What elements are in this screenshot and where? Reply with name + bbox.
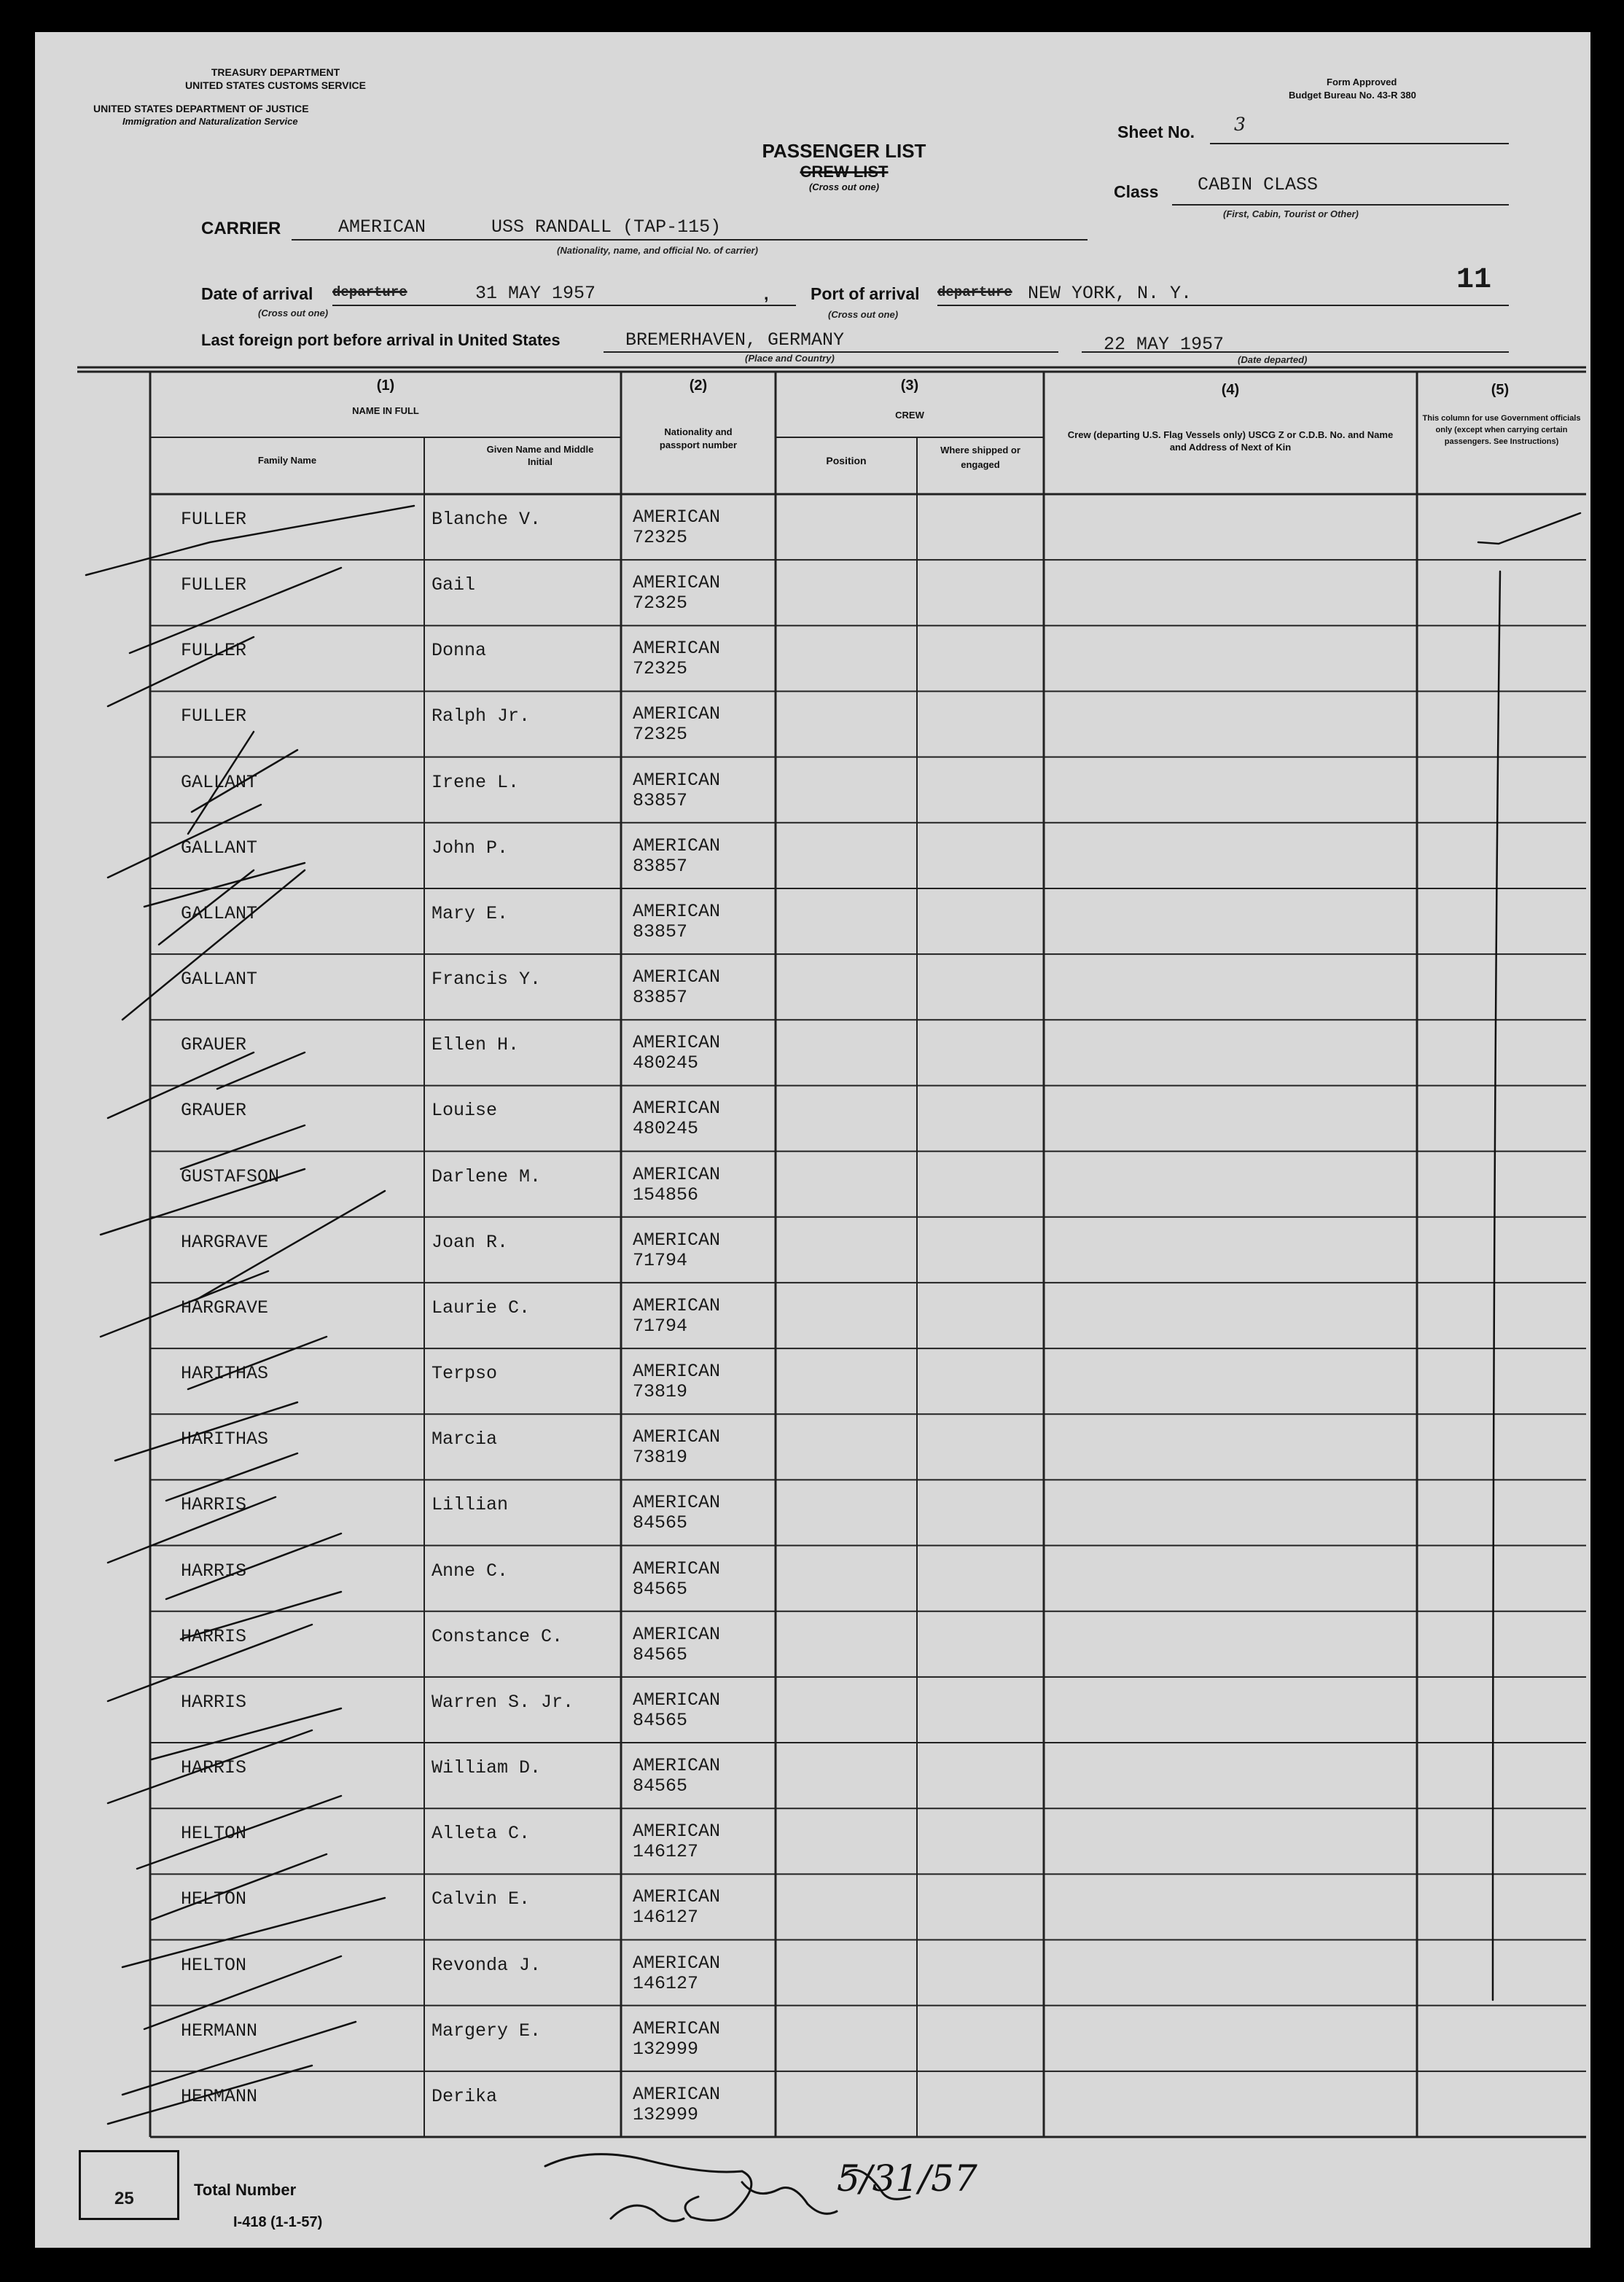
family-name-cell: HARITHAS [181, 1363, 269, 1385]
family-name-cell: HARRIS [181, 1691, 247, 1713]
passport-number-cell: 83857 [633, 987, 688, 1009]
given-name-cell: Ralph Jr. [432, 706, 531, 727]
nationality-cell: AMERICAN [633, 2083, 721, 2105]
given-name-cell: Constance C. [432, 1625, 563, 1647]
table-row [35, 2006, 1590, 2071]
family-name-cell: HARRIS [181, 1625, 247, 1647]
col4-number: (4) [1221, 382, 1240, 398]
agency-line-4: Immigration and Naturalization Service [122, 116, 298, 127]
given-name-cell: William D. [432, 1757, 542, 1779]
nationality-cell: AMERICAN [633, 1098, 721, 1119]
given-name-cell: Louise [432, 1100, 498, 1122]
family-name-cell: GUSTAFSON [181, 1165, 280, 1187]
table-row [35, 757, 1590, 823]
table-row [35, 1546, 1590, 1611]
nationality-cell: AMERICAN [633, 1426, 721, 1448]
table-row [35, 823, 1590, 888]
col2-number: (2) [689, 378, 708, 394]
given-name-cell: Derika [432, 2085, 498, 2107]
given-name-cell: Marcia [432, 1429, 498, 1450]
table-row [35, 2071, 1590, 2137]
family-name-cell: HARITHAS [181, 1429, 269, 1450]
last-port-caption: (Place and Country) [745, 353, 835, 364]
passport-number-cell: 83857 [633, 855, 688, 877]
port-of-arrival-value: NEW YORK, N. Y. [1028, 283, 1192, 304]
family-name-cell: GALLANT [181, 771, 258, 793]
carrier-value: AMERICAN USS RANDALL (TAP-115) [338, 216, 722, 238]
col3-title: CREW [895, 410, 924, 421]
col5-number: (5) [1491, 382, 1510, 398]
date-of-arrival-label: Date of arrival [201, 284, 313, 303]
table-row [35, 494, 1590, 560]
family-name-header: Family Name [257, 455, 317, 466]
port-of-arrival-label: Port of arrival [811, 284, 920, 303]
family-name-cell: HARRIS [181, 1757, 247, 1779]
last-port-label: Last foreign port before arrival in United States [201, 331, 561, 349]
date-cross-out-caption: (Cross out one) [258, 308, 329, 319]
passport-number-cell: 132999 [633, 2038, 699, 2060]
table-row [35, 954, 1590, 1020]
given-name-cell: Donna [432, 640, 487, 662]
sheet-no-value: 3 [1234, 114, 1246, 135]
passport-number-cell: 154856 [633, 1184, 699, 1206]
nationality-cell: AMERICAN [633, 572, 721, 594]
family-name-cell: HARRIS [181, 1560, 247, 1582]
nationality-cell: AMERICAN [633, 1886, 721, 1908]
passport-number-cell: 480245 [633, 1118, 699, 1140]
given-name-cell: Laurie C. [432, 1297, 531, 1318]
family-name-cell: HELTON [181, 1823, 247, 1845]
family-name-cell: FULLER [181, 640, 247, 662]
passport-number-cell: 480245 [633, 1052, 699, 1074]
class-value: CABIN CLASS [1198, 174, 1319, 195]
table-row [35, 1020, 1590, 1085]
passenger-list-title: PASSENGER LIST [762, 140, 926, 162]
crew-list-struck: CREW LIST [800, 163, 889, 181]
passport-number-cell: 73819 [633, 1447, 688, 1469]
nationality-cell: AMERICAN [633, 835, 721, 856]
given-name-cell: Warren S. Jr. [432, 1691, 574, 1713]
carrier-caption: (Nationality, name, and official No. of carrier) [557, 245, 758, 256]
passport-number-cell: 83857 [633, 921, 688, 942]
col5-title: This column for use Government officials only (except when carrying certain passengers. See Instructions) [1422, 414, 1581, 446]
class-caption: (First, Cabin, Tourist or Other) [1223, 208, 1359, 219]
nationality-cell: AMERICAN [633, 638, 721, 660]
passport-number-cell: 84565 [633, 1644, 688, 1665]
passport-number-cell: 71794 [633, 1249, 688, 1271]
nationality-cell: AMERICAN [633, 1229, 721, 1251]
col4-title: Crew (departing U.S. Flag Vessels only) USCG Z or C.D.B. No. and Name and Address of Next of Kin [1067, 429, 1394, 453]
table-row [35, 625, 1590, 691]
nationality-cell: AMERICAN [633, 1952, 721, 1974]
passport-number-cell: 84565 [633, 1512, 688, 1534]
family-name-cell: HELTON [181, 1954, 247, 1976]
form-approved-line: Form Approved [1327, 77, 1397, 87]
given-name-cell: Margery E. [432, 2020, 542, 2041]
signature-date: 5/31/57 [837, 2157, 977, 2200]
passport-number-cell: 84565 [633, 1578, 688, 1600]
col1-title: NAME IN FULL [352, 405, 419, 416]
date-departed-caption: (Date departed) [1238, 354, 1308, 365]
table-row [35, 1217, 1590, 1283]
table-row [35, 1940, 1590, 2006]
nationality-cell: AMERICAN [633, 1558, 721, 1579]
given-name-cell: Lillian [432, 1494, 509, 1516]
budget-bureau-line: Budget Bureau No. 43-R 380 [1289, 90, 1416, 101]
family-name-cell: FULLER [181, 706, 247, 727]
nationality-cell: AMERICAN [633, 1032, 721, 1054]
family-name-cell: GRAUER [181, 1100, 247, 1122]
col2-title: Nationality and passport number [659, 426, 738, 450]
nationality-cell: AMERICAN [633, 769, 721, 791]
nationality-cell: AMERICAN [633, 507, 721, 528]
nationality-cell: AMERICAN [633, 2017, 721, 2039]
family-name-cell: FULLER [181, 574, 247, 596]
agency-line-3: UNITED STATES DEPARTMENT OF JUSTICE [93, 103, 309, 114]
comma-separator: , [764, 284, 769, 303]
family-name-cell: GALLANT [181, 837, 258, 859]
passport-number-cell: 84565 [633, 1709, 688, 1731]
nationality-cell: AMERICAN [633, 1821, 721, 1843]
given-name-cell: Revonda J. [432, 1954, 542, 1976]
family-name-cell: GRAUER [181, 1034, 247, 1056]
nationality-cell: AMERICAN [633, 703, 721, 725]
family-name-cell: HARGRAVE [181, 1231, 269, 1253]
nationality-cell: AMERICAN [633, 900, 721, 922]
total-count-value: 25 [114, 2189, 134, 2208]
given-name-cell: Francis Y. [432, 969, 542, 990]
table-row [35, 560, 1590, 625]
total-number-label: Total Number [194, 2181, 297, 2199]
sheet-no-label: Sheet No. [1117, 122, 1195, 141]
cross-out-caption: (Cross out one) [808, 181, 880, 192]
nationality-cell: AMERICAN [633, 1492, 721, 1514]
given-name-cell: Blanche V. [432, 509, 542, 530]
passport-number-cell: 146127 [633, 1907, 699, 1929]
table-row [35, 1874, 1590, 1939]
table-row [35, 1348, 1590, 1414]
carrier-label: CARRIER [201, 219, 281, 238]
position-header: Position [826, 455, 867, 466]
passport-number-cell: 132999 [633, 2103, 699, 2125]
date-departure-struck: departure [332, 284, 407, 300]
port-cross-out-caption: (Cross out one) [828, 309, 899, 320]
table-row [35, 1085, 1590, 1151]
given-name-cell: Darlene M. [432, 1165, 542, 1187]
family-name-cell: HERMANN [181, 2020, 258, 2041]
table-row [35, 1414, 1590, 1480]
table-row [35, 1480, 1590, 1545]
table-row [35, 691, 1590, 757]
given-name-cell: Anne C. [432, 1560, 509, 1582]
passport-number-cell: 71794 [633, 1315, 688, 1337]
port-departure-struck: departure [937, 284, 1012, 300]
table-row [35, 1283, 1590, 1348]
given-name-cell: Gail [432, 574, 476, 596]
table-row [35, 1677, 1590, 1743]
nationality-cell: AMERICAN [633, 1689, 721, 1711]
last-port-value: BREMERHAVEN, GERMANY [625, 329, 845, 351]
nationality-cell: AMERICAN [633, 1361, 721, 1383]
nationality-cell: AMERICAN [633, 966, 721, 988]
table-row [35, 1611, 1590, 1677]
table-row [35, 1808, 1590, 1874]
table-row [35, 1152, 1590, 1217]
agency-line-1: TREASURY DEPARTMENT [211, 66, 340, 78]
class-label: Class [1114, 182, 1159, 201]
passport-number-cell: 72325 [633, 593, 688, 614]
passport-number-cell: 84565 [633, 1775, 688, 1797]
nationality-cell: AMERICAN [633, 1623, 721, 1645]
family-name-cell: HARRIS [181, 1494, 247, 1516]
passport-number-cell: 72325 [633, 527, 688, 548]
shipped-header: Where shipped or engaged [940, 445, 1020, 470]
family-name-cell: HERMANN [181, 2085, 258, 2107]
page-number: 11 [1456, 264, 1492, 297]
given-name-cell: Joan R. [432, 1231, 509, 1253]
table-row [35, 888, 1590, 954]
passport-number-cell: 146127 [633, 1841, 699, 1863]
passport-number-cell: 72325 [633, 658, 688, 680]
form-id-label: I-418 (1-1-57) [233, 2214, 323, 2230]
nationality-cell: AMERICAN [633, 1755, 721, 1777]
total-count-box [79, 2150, 179, 2220]
col1-number: (1) [376, 378, 395, 394]
passport-number-cell: 73819 [633, 1381, 688, 1403]
family-name-cell: HARGRAVE [181, 1297, 269, 1318]
table-row [35, 1743, 1590, 1808]
passport-number-cell: 72325 [633, 724, 688, 746]
given-name-cell: Calvin E. [432, 1888, 531, 1910]
date-of-arrival-value: 31 MAY 1957 [475, 283, 596, 304]
given-name-cell: John P. [432, 837, 509, 859]
nationality-cell: AMERICAN [633, 1163, 721, 1185]
nationality-cell: AMERICAN [633, 1294, 721, 1316]
family-name-cell: FULLER [181, 509, 247, 530]
family-name-cell: GALLANT [181, 902, 258, 924]
col3-number: (3) [900, 378, 919, 394]
passport-number-cell: 83857 [633, 789, 688, 811]
given-name-cell: Alleta C. [432, 1823, 531, 1845]
family-name-cell: HELTON [181, 1888, 247, 1910]
passport-number-cell: 146127 [633, 1972, 699, 1994]
given-name-cell: Mary E. [432, 902, 509, 924]
document-sheet [35, 32, 1590, 2248]
given-name-cell: Terpso [432, 1363, 498, 1385]
family-name-cell: GALLANT [181, 969, 258, 990]
date-departed-value: 22 MAY 1957 [1104, 334, 1225, 355]
given-name-header: Given Name and Middle Initial [486, 444, 594, 467]
given-name-cell: Irene L. [432, 771, 520, 793]
agency-line-2: UNITED STATES CUSTOMS SERVICE [185, 79, 366, 91]
given-name-cell: Ellen H. [432, 1034, 520, 1056]
